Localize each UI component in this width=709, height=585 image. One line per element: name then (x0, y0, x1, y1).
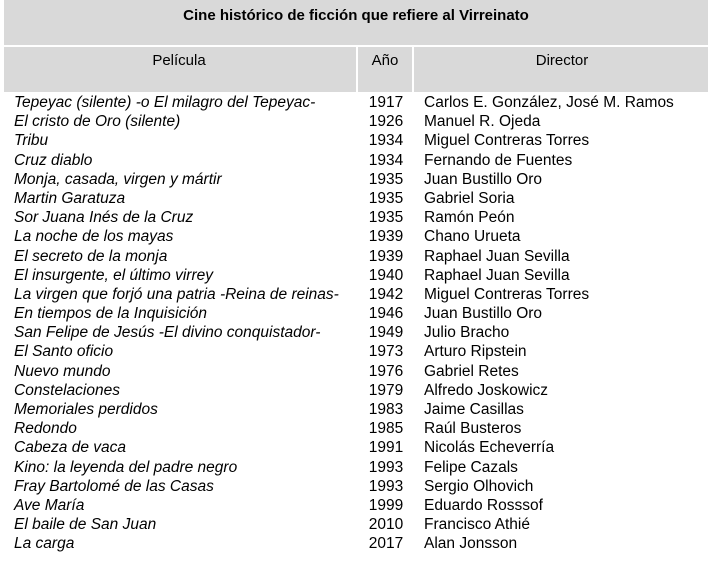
film-director: Juan Bustillo Oro (424, 170, 543, 188)
film-title: Tribu (14, 132, 49, 150)
film-year: 1940 (368, 266, 404, 284)
film-year: 1973 (368, 343, 404, 361)
film-title: Redondo (14, 420, 77, 438)
film-director: Alan Jonsson (424, 535, 518, 553)
film-year: 1935 (368, 170, 404, 188)
table-title: Cine histórico de ficción que refiere al Virreinato (183, 7, 529, 24)
film-title: Fray Bartolomé de las Casas (14, 477, 214, 495)
film-year: 2010 (368, 516, 404, 534)
film-year: 1985 (368, 420, 404, 438)
film-title: Cabeza de vaca (14, 439, 127, 457)
film-director: Arturo Ripstein (424, 343, 527, 361)
film-director: Raphael Juan Sevilla (424, 266, 570, 284)
film-title: Ave María (14, 496, 85, 514)
film-director: Chano Urueta (424, 228, 521, 246)
film-director: Miguel Contreras Torres (424, 132, 590, 150)
header-film: Película (152, 52, 206, 69)
header-year: Año (356, 47, 414, 92)
film-title: Sor Juana Inés de la Cruz (14, 209, 194, 227)
film-title: En tiempos de la Inquisición (14, 305, 208, 323)
film-director: Eduardo Rosssof (424, 496, 543, 514)
film-column (14, 93, 344, 554)
film-title: San Felipe de Jesús -El divino conquistador- (14, 324, 321, 342)
film-year: 1939 (368, 228, 404, 246)
film-director: Julio Bracho (424, 324, 510, 342)
film-director: Gabriel Soria (424, 189, 515, 207)
film-director: Alfredo Joskowicz (424, 381, 549, 399)
year-column (360, 93, 412, 554)
film-year: 1939 (368, 247, 404, 265)
film-year: 1999 (368, 496, 404, 514)
film-title: El secreto de la monja (14, 247, 168, 265)
film-director: Felipe Cazals (424, 458, 518, 476)
film-title: La virgen que forjó una patria -Reina de reinas- (14, 285, 339, 303)
film-director: Raúl Busteros (424, 420, 522, 438)
film-title: Tepeyac (silente) -o El milagro del Tepeyac- (14, 94, 316, 111)
film-title: Constelaciones (14, 381, 120, 399)
film-director: Nicolás Echeverría (424, 439, 555, 457)
film-title: La carga (14, 535, 75, 553)
film-title: El insurgente, el último virrey (14, 266, 213, 284)
film-year: 1946 (368, 305, 404, 323)
film-title: El baile de San Juan (14, 516, 157, 534)
films-table (4, 0, 708, 585)
film-director: Ramón Peón (424, 209, 515, 227)
film-title: La noche de los mayas (14, 228, 174, 246)
film-year: 1935 (368, 209, 404, 227)
film-year: 1991 (368, 439, 404, 457)
film-director: Jaime Casillas (424, 401, 524, 418)
film-director: Juan Bustillo Oro (424, 305, 543, 323)
film-year: 1935 (368, 189, 404, 207)
film-title: Monja, casada, virgen y mártir (14, 170, 222, 188)
film-director: Francisco Athié (424, 516, 530, 534)
film-year: 1993 (368, 477, 404, 495)
table-header-row (4, 47, 708, 92)
film-director: Sergio Olhovich (424, 477, 534, 495)
film-year: 1976 (368, 362, 404, 380)
film-year: 2017 (368, 535, 404, 553)
film-title: Nuevo mundo (14, 362, 111, 380)
film-title: Memoriales perdidos (14, 401, 158, 419)
film-director: Raphael Juan Sevilla (424, 247, 570, 265)
film-director: Manuel R. Ojeda (424, 113, 541, 131)
header-director: Director (535, 52, 589, 69)
film-title: Kino: la leyenda del padre negro (14, 458, 238, 476)
film-director: Fernando de Fuentes (424, 151, 573, 169)
film-year: 1993 (368, 458, 404, 476)
director-column (424, 93, 708, 554)
film-director: Miguel Contreras Torres (424, 285, 590, 303)
film-title: Cruz diablo (14, 151, 93, 169)
film-title: Martin Garatuza (14, 189, 126, 207)
film-director: Carlos E. González, José M. Ramos (424, 94, 674, 111)
film-year: 1917 (368, 94, 404, 111)
table-title-band (4, 0, 708, 47)
film-director: Gabriel Retes (424, 362, 519, 380)
film-year: 1983 (368, 401, 404, 418)
film-year: 1949 (368, 324, 404, 342)
film-title: El Santo oficio (14, 343, 114, 361)
film-year: 1934 (368, 151, 404, 169)
film-year: 1979 (368, 381, 404, 399)
film-title: El cristo de Oro (silente) (14, 113, 181, 131)
film-year: 1934 (368, 132, 404, 150)
film-year: 1942 (368, 285, 404, 303)
film-year: 1926 (368, 113, 404, 131)
